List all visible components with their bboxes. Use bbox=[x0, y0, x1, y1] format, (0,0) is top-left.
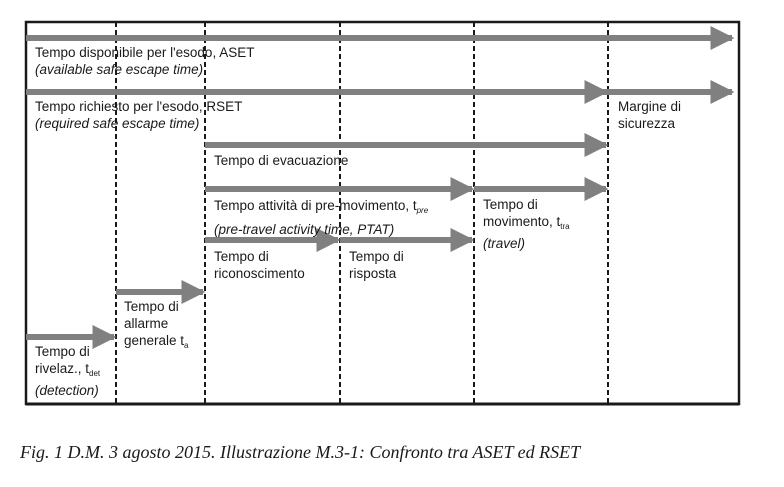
detection-line3: (detection) bbox=[35, 383, 99, 398]
pretravel-subtitle: (pre-travel activity time, PTAT) bbox=[214, 222, 395, 237]
alarm-sub: a bbox=[184, 341, 189, 350]
detection-sub: det bbox=[89, 369, 101, 378]
figure-caption: Fig. 1 D.M. 3 agosto 2015. Illustrazione M.3-1: Confronto tra ASET ed RSET bbox=[20, 442, 581, 462]
alarm-line2: allarme bbox=[124, 316, 169, 331]
rset-label bbox=[35, 98, 242, 132]
response-line1: Tempo di bbox=[349, 249, 404, 264]
recognition-label bbox=[214, 248, 305, 282]
detection-line1: Tempo di bbox=[35, 344, 90, 359]
movement-line1: Tempo di bbox=[483, 197, 538, 212]
movement-line3: (travel) bbox=[483, 236, 526, 251]
recognition-line2: riconoscimento bbox=[214, 266, 305, 281]
recognition-line1: Tempo di bbox=[214, 249, 269, 264]
pretravel-sub: pre bbox=[416, 206, 429, 215]
movement-line2-wrap bbox=[483, 213, 570, 235]
evacuation-label bbox=[214, 152, 348, 169]
aset-label bbox=[35, 44, 254, 78]
aset-subtitle: (available safe escape time) bbox=[35, 62, 204, 77]
detection-line2-wrap bbox=[35, 360, 100, 382]
response-line2: risposta bbox=[349, 266, 397, 281]
movement-sub: tra bbox=[560, 222, 570, 231]
alarm-label bbox=[124, 298, 189, 354]
movement-label bbox=[483, 196, 570, 252]
rset-subtitle: (required safe escape time) bbox=[35, 116, 200, 131]
margin-line2: sicurezza bbox=[618, 116, 676, 131]
response-label bbox=[349, 248, 404, 282]
aset-title: Tempo disponibile per l'esodo, ASET bbox=[35, 45, 255, 60]
margin-line1: Margine di bbox=[618, 99, 682, 114]
evacuation-title: Tempo di evacuazione bbox=[214, 153, 349, 168]
pretravel-title-line bbox=[214, 197, 428, 219]
margin-label bbox=[618, 98, 681, 132]
alarm-line3-wrap bbox=[124, 332, 189, 354]
pretravel-label bbox=[214, 197, 428, 238]
pretravel-title: Tempo attività di pre-movimento, t bbox=[214, 198, 417, 213]
rset-title: Tempo richiesto per l'esodo, RSET bbox=[35, 99, 243, 114]
detection-line2: rivelaz., t bbox=[35, 361, 90, 376]
movement-line2: movimento, t bbox=[483, 214, 561, 229]
alarm-line1: Tempo di bbox=[124, 299, 179, 314]
alarm-line3: generale t bbox=[124, 333, 185, 348]
detection-label bbox=[35, 343, 100, 399]
